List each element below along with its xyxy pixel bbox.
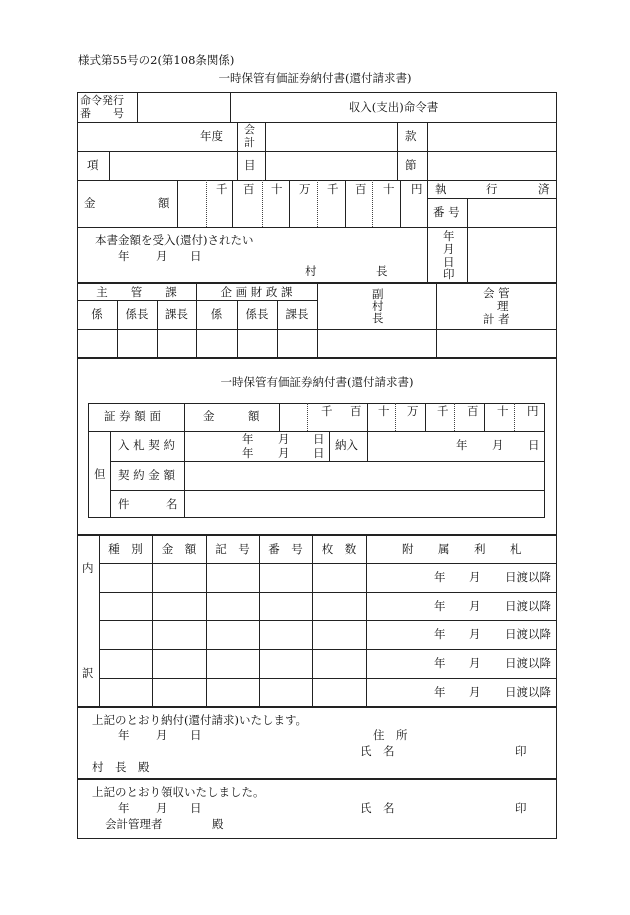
details-label: 内 (82, 561, 94, 575)
digit-label: 十 (383, 182, 395, 196)
account-label-2: 計 (244, 136, 255, 149)
seal-date: 印 (443, 267, 455, 281)
coupon-header-4: 札 (510, 542, 522, 556)
moku-label: 目 (244, 158, 256, 172)
accountant-label-3: 計 者 (483, 312, 510, 326)
digit-label: 百 (355, 182, 367, 196)
coupon-header-3: 利 (474, 542, 486, 556)
coupon-row-m: 月 (469, 685, 481, 699)
request-text: 本書金額を受入(還付)されたい (95, 233, 254, 247)
dept-finance: 企 画 財 政 課 (220, 285, 293, 299)
addressee-mayor: 村 長 殿 (92, 760, 150, 774)
deputy-label: 長 (372, 311, 384, 325)
slip-digit: 千 (437, 404, 449, 418)
account-label: 会 (244, 123, 255, 136)
coupon-row-y: 年 (434, 570, 446, 584)
coupon-row-suffix: 日渡以降 (505, 627, 551, 641)
digit-label: 円 (411, 182, 423, 196)
slip-title: 一時保管有価証券納付書(還付請求書) (220, 375, 414, 389)
details-col-count: 枚 数 (321, 542, 357, 556)
digit-label: 百 (243, 182, 255, 196)
seal-date: 日 (443, 255, 455, 269)
executed-label-3: 済 (538, 182, 550, 196)
receipt-date-y: 年 (118, 801, 130, 815)
payment-date-d: 日 (190, 728, 202, 742)
amount-label: 金 (84, 196, 96, 210)
details-col-symbol: 記 号 (215, 542, 250, 556)
deputy-label: 村 (372, 299, 384, 313)
bid-date-y: 年 (242, 432, 254, 446)
receipt-date-m: 月 (156, 801, 168, 815)
deputy-label: 副 (372, 287, 384, 301)
mayor-label: 村 (305, 264, 317, 278)
seal-mark: 印 (515, 744, 527, 758)
delivery-date-d: 日 (528, 438, 540, 452)
accountant-label-2: 理 (497, 299, 509, 313)
details-section (77, 535, 557, 707)
kan-label: 款 (405, 129, 417, 143)
coupon-header: 附 (402, 542, 414, 556)
form-number: 様式第55号の2(第108条関係) (78, 53, 235, 67)
digit-label: 千 (216, 182, 228, 196)
slip-amount-label: 金 (203, 409, 215, 423)
coupon-row-y: 年 (434, 599, 446, 613)
payment-text: 上記のとおり納付(還付請求)いたします。 (92, 713, 308, 727)
coupon-row-suffix: 日渡以降 (505, 656, 551, 670)
digit-label: 千 (327, 182, 339, 196)
col-label: 係長 (245, 307, 269, 321)
issue-number-label: 命令発行 (80, 94, 124, 107)
bid-contract-label: 入 札 契 約 (118, 438, 175, 452)
subject-label-2: 名 (166, 497, 178, 511)
seal-date: 年 (443, 229, 455, 243)
amount-label-2: 額 (158, 196, 170, 210)
kou-label: 項 (87, 158, 99, 172)
coupon-row-y: 年 (434, 685, 446, 699)
accountant-label: 会 管 (483, 286, 510, 300)
mayor-label-2: 長 (376, 264, 388, 278)
bid-date-d2: 日 (313, 446, 325, 460)
coupon-row-y: 年 (434, 627, 446, 641)
seal-mark-2: 印 (515, 801, 527, 815)
tadashi-label: 但 (94, 467, 106, 481)
bid-date-y2: 年 (242, 446, 254, 460)
slip-digit: 十 (378, 404, 390, 418)
coupon-header-2: 属 (438, 542, 450, 556)
seal-date: 月 (443, 242, 455, 256)
form-title: 一時保管有価証券納付書(還付請求書) (218, 71, 412, 85)
executed-label-2: 行 (486, 182, 498, 196)
coupon-row-m: 月 (469, 656, 481, 670)
receipt-text: 上記のとおり領収いたしました。 (92, 785, 265, 799)
setsu-label: 節 (405, 158, 417, 172)
details-col-amount: 金 額 (161, 542, 197, 556)
payment-date-m: 月 (156, 728, 168, 742)
digit-label: 万 (299, 182, 311, 196)
fiscal-year-label: 年度 (200, 129, 223, 143)
date-day: 日 (190, 249, 202, 263)
receiver-name-label: 氏 名 (360, 801, 395, 815)
addressee-accountant-dono: 殿 (212, 817, 224, 831)
col-label: 係 (91, 307, 103, 321)
number-label: 番 号 (433, 205, 460, 219)
receipt-date-d: 日 (190, 801, 202, 815)
payer-name-label: 氏 名 (360, 744, 395, 758)
col-label: 課長 (165, 307, 188, 321)
bid-date-d: 日 (313, 432, 325, 446)
details-col-number: 番 号 (268, 542, 303, 556)
delivery-label: 納入 (335, 438, 358, 452)
face-value-label: 証 券 額 面 (104, 409, 161, 423)
coupon-row-suffix: 日渡以降 (505, 570, 551, 584)
coupon-row-suffix: 日渡以降 (505, 599, 551, 613)
slip-digit: 円 (527, 404, 539, 418)
bid-date-m2: 月 (278, 446, 290, 460)
coupon-row-m: 月 (469, 627, 481, 641)
contract-amount-label: 契 約 金 額 (118, 468, 175, 482)
details-col-type: 種 別 (108, 542, 143, 556)
delivery-date-m: 月 (492, 438, 504, 452)
slip-amount-label-2: 額 (248, 409, 260, 423)
coupon-row-y: 年 (434, 656, 446, 670)
date-month: 月 (156, 249, 168, 263)
dept-main: 主 管 課 (96, 285, 177, 299)
slip-digit: 十 (497, 404, 509, 418)
bid-date-m: 月 (278, 432, 290, 446)
addressee-accountant: 会計管理者 (105, 817, 163, 831)
col-label: 係 (210, 307, 223, 321)
subject-label: 件 (118, 497, 130, 511)
slip-digit: 万 (407, 404, 419, 418)
executed-label: 執 (435, 182, 447, 196)
order-title: 収入(支出)命令書 (348, 100, 439, 114)
issue-number-label-2: 番 号 (80, 107, 124, 120)
col-label: 係長 (125, 307, 149, 321)
payment-date-y: 年 (118, 728, 130, 742)
address-label: 住 所 (373, 728, 408, 742)
delivery-date-y: 年 (456, 438, 468, 452)
details-label-2: 訳 (82, 666, 94, 680)
slip-digit: 百 (350, 404, 362, 418)
slip-digit: 百 (467, 404, 479, 418)
digit-label: 十 (271, 182, 283, 196)
slip-digit: 千 (321, 404, 333, 418)
date-year: 年 (118, 249, 130, 263)
coupon-row-suffix: 日渡以降 (505, 685, 551, 699)
col-label: 課長 (285, 307, 309, 321)
coupon-row-m: 月 (469, 570, 481, 584)
coupon-row-m: 月 (469, 599, 481, 613)
